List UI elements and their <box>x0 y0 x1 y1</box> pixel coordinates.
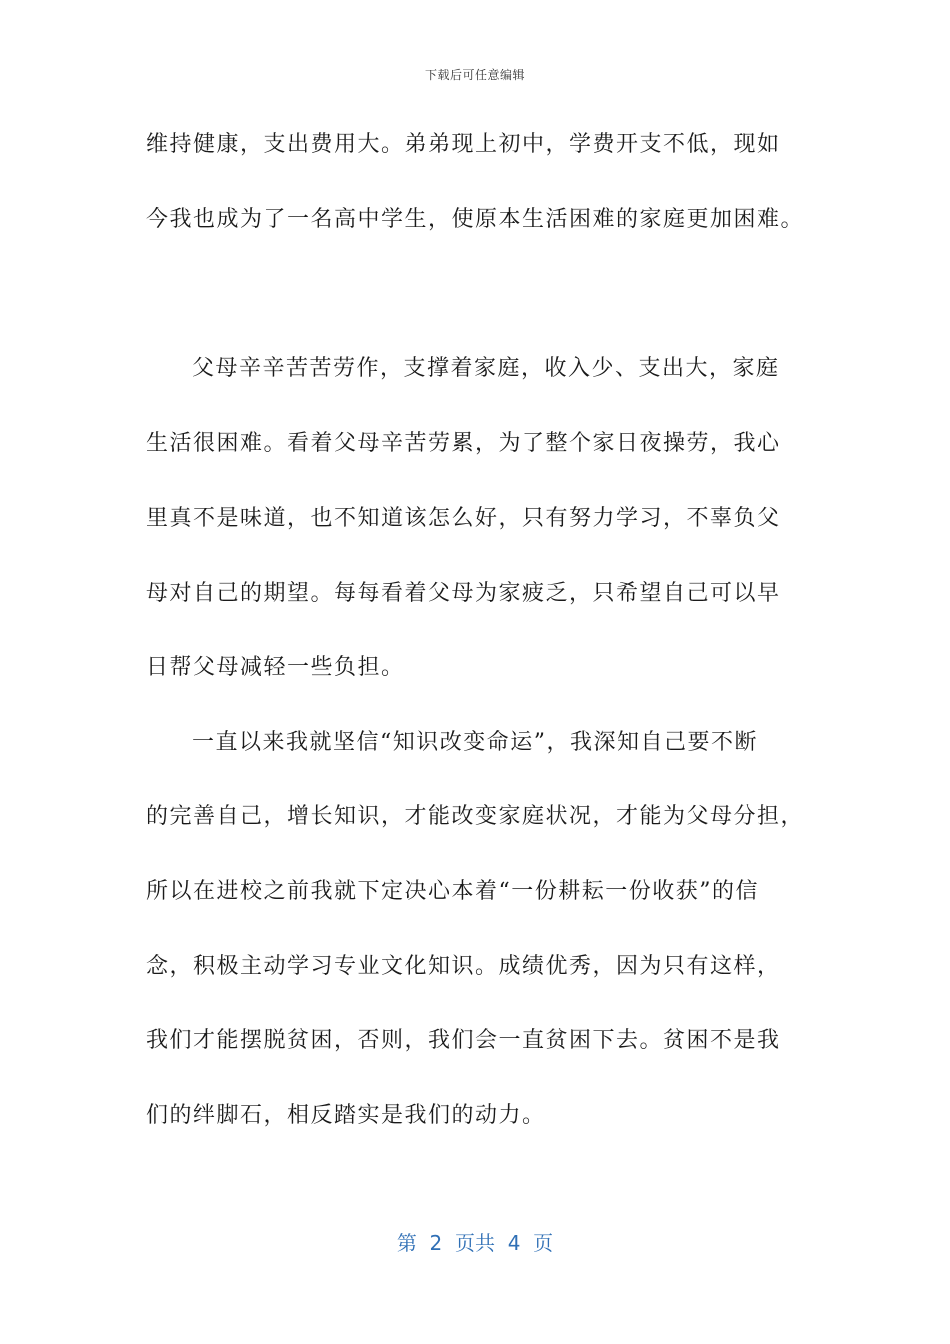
text-line: 维持健康，支出费用大。弟弟现上初中，学费开支不低，现如 <box>146 132 781 157</box>
text-line: 今我也成为了一名高中学生，使原本生活困难的家庭更加困难。 <box>146 207 805 232</box>
page-footer: 第 2 页共 4 页 <box>396 1231 554 1255</box>
text-line: 念，积极主动学习专业文化知识。成绩优秀，因为只有这样， <box>146 954 781 979</box>
text-line: 我们才能摆脱贫困，否则，我们会一直贫困下去。贫困不是我 <box>146 1028 781 1053</box>
text-line: 们的绊脚石，相反踏实是我们的动力。 <box>146 1103 546 1128</box>
text-line: 母对自己的期望。每每看着父母为家疲乏，只希望自己可以早 <box>146 581 781 606</box>
page-header: 下载后可任意编辑 <box>424 68 525 82</box>
text-line: 生活很困难。看着父母辛苦劳累，为了整个家日夜操劳，我心 <box>146 431 781 456</box>
paragraph-start-line: 父母辛辛苦苦劳作，支撑着家庭，收入少、支出大，家庭 <box>192 356 780 381</box>
text-line: 所以在进校之前我就下定决心本着“一份耕耘一份收获”的信 <box>146 879 759 904</box>
text-line: 里真不是味道，也不知道该怎么好，只有努力学习，不辜负父 <box>146 506 781 531</box>
paragraph-start-line: 一直以来我就坚信“知识改变命运”，我深知自己要不断 <box>192 730 758 755</box>
text-line: 日帮父母减轻一些负担。 <box>146 655 405 680</box>
text-line: 的完善自己，增长知识，才能改变家庭状况，才能为父母分担， <box>146 804 805 829</box>
